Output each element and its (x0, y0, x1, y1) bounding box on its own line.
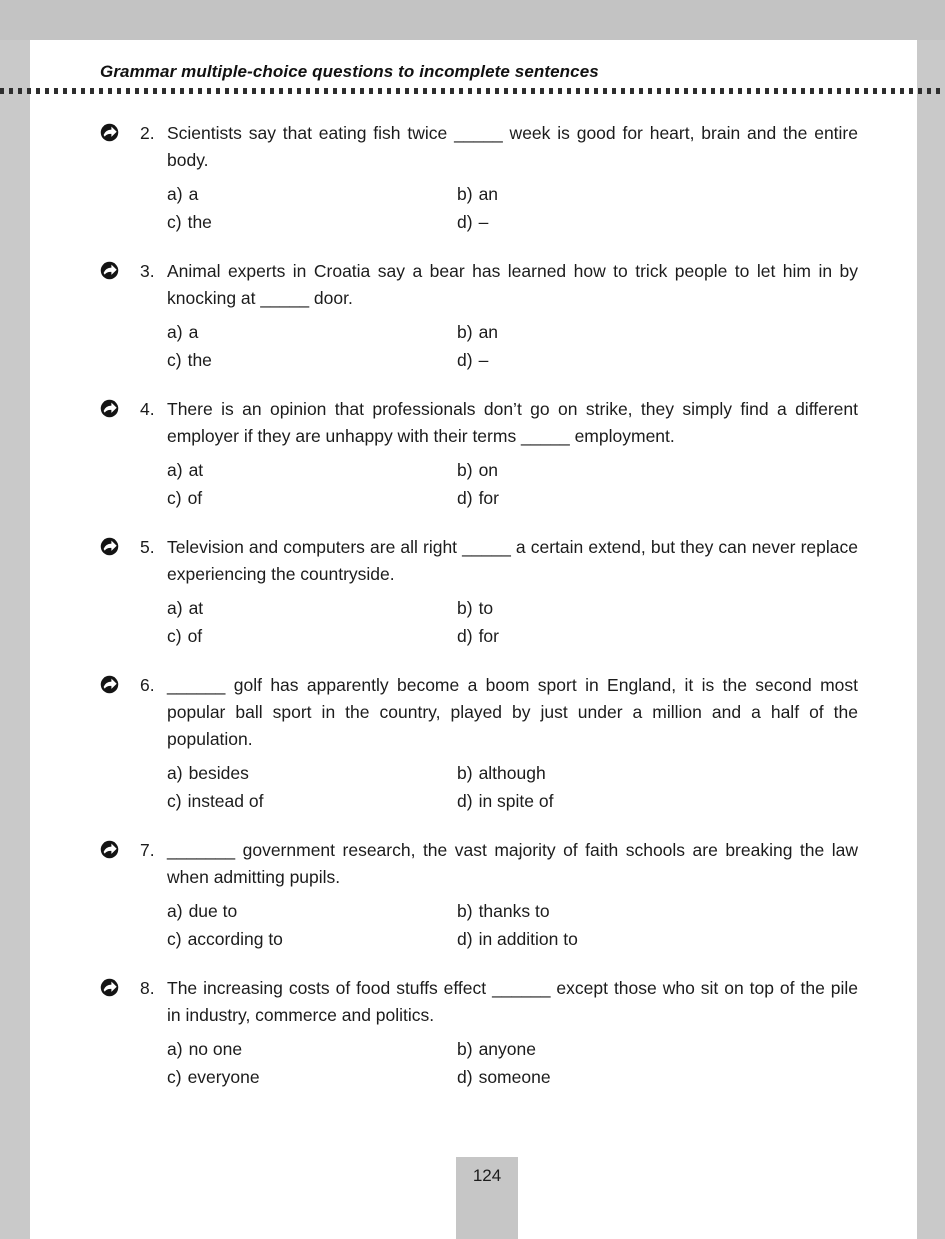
question-number: 6. (140, 675, 155, 695)
option-b (457, 318, 858, 346)
question-body (140, 120, 858, 236)
arrow-bullet-icon (100, 975, 140, 1091)
option-label: b) (457, 322, 473, 342)
option-text: anyone (478, 1039, 536, 1059)
option-label: b) (457, 763, 473, 783)
question-block (100, 837, 858, 953)
top-margin-bar (0, 0, 945, 40)
option-text: instead of (187, 791, 264, 811)
question-number: 7. (140, 840, 155, 860)
option-label: a) (167, 763, 183, 783)
dotted-divider (0, 88, 945, 94)
option-d (457, 346, 858, 374)
option-text: in spite of (478, 791, 554, 811)
option-d (457, 787, 858, 815)
question-options (167, 1035, 858, 1091)
question-options (167, 759, 858, 815)
option-label: a) (167, 184, 183, 204)
option-label: b) (457, 184, 473, 204)
option-a (167, 456, 457, 484)
question-block (100, 396, 858, 512)
option-b (457, 456, 858, 484)
option-a (167, 1035, 457, 1063)
option-label: c) (167, 791, 182, 811)
question-number: 8. (140, 978, 155, 998)
option-a (167, 594, 457, 622)
option-b (457, 180, 858, 208)
option-label: b) (457, 460, 473, 480)
option-text: due to (188, 901, 238, 921)
option-text: the (187, 350, 212, 370)
question-number: 3. (140, 261, 155, 281)
option-label: b) (457, 1039, 473, 1059)
option-label: d) (457, 212, 473, 232)
option-c (167, 787, 457, 815)
question-options (167, 897, 858, 953)
right-margin-bar (917, 40, 945, 1239)
option-text: thanks to (478, 901, 550, 921)
question-text: Television and computers are all right _____ a certain extend, but they can never replace experiencing the countryside. (167, 537, 858, 584)
question-number: 2. (140, 123, 155, 143)
left-margin-bar (0, 40, 30, 1239)
option-label: d) (457, 488, 473, 508)
option-label: a) (167, 1039, 183, 1059)
option-c (167, 1063, 457, 1091)
option-text: – (478, 212, 489, 232)
option-d (457, 925, 858, 953)
question-body (140, 837, 858, 953)
option-label: c) (167, 488, 182, 508)
question-options (167, 594, 858, 650)
option-b (457, 897, 858, 925)
option-c (167, 484, 457, 512)
page-number-box (456, 1157, 518, 1239)
option-c (167, 925, 457, 953)
option-label: d) (457, 350, 473, 370)
option-d (457, 1063, 858, 1091)
option-label: c) (167, 929, 182, 949)
option-label: c) (167, 1067, 182, 1087)
option-label: a) (167, 598, 183, 618)
question-body (140, 975, 858, 1091)
option-text: in addition to (478, 929, 578, 949)
option-b (457, 1035, 858, 1063)
option-c (167, 208, 457, 236)
question-options (167, 456, 858, 512)
option-c (167, 346, 457, 374)
option-a (167, 759, 457, 787)
option-text: for (478, 488, 499, 508)
option-text: of (187, 626, 203, 646)
question-body (140, 534, 858, 650)
arrow-bullet-icon (100, 258, 140, 374)
question-block (100, 120, 858, 236)
question-block (100, 975, 858, 1091)
option-c (167, 622, 457, 650)
option-label: d) (457, 1067, 473, 1087)
option-d (457, 484, 858, 512)
option-text: although (478, 763, 546, 783)
option-b (457, 594, 858, 622)
question-body (140, 258, 858, 374)
option-label: d) (457, 626, 473, 646)
option-text: the (187, 212, 212, 232)
question-number: 5. (140, 537, 155, 557)
question-body (140, 396, 858, 512)
option-text: everyone (187, 1067, 260, 1087)
option-text: – (478, 350, 489, 370)
question-block (100, 534, 858, 650)
arrow-bullet-icon (100, 396, 140, 512)
option-label: c) (167, 212, 182, 232)
question-block (100, 258, 858, 374)
option-text: no one (188, 1039, 243, 1059)
question-list (100, 120, 858, 1113)
question-options (167, 318, 858, 374)
option-text: besides (188, 763, 249, 783)
question-body (140, 672, 858, 815)
page-header-title: Grammar multiple-choice questions to incomplete sentences (100, 62, 599, 81)
option-text: to (478, 598, 494, 618)
option-text: an (478, 184, 499, 204)
option-label: a) (167, 901, 183, 921)
arrow-bullet-icon (100, 120, 140, 236)
option-text: someone (478, 1067, 551, 1087)
page-number: 124 (472, 1166, 502, 1185)
option-label: c) (167, 626, 182, 646)
option-label: d) (457, 791, 473, 811)
option-label: d) (457, 929, 473, 949)
question-text: Animal experts in Croatia say a bear has learned how to trick people to let him in by knocking at _____ door. (167, 261, 858, 308)
question-text: The increasing costs of food stuffs effect ______ except those who sit on top of the pile in industry, commerce and politics. (167, 978, 858, 1025)
option-text: of (187, 488, 203, 508)
option-a (167, 180, 457, 208)
option-text: at (188, 460, 204, 480)
option-label: c) (167, 350, 182, 370)
option-label: b) (457, 598, 473, 618)
option-text: an (478, 322, 499, 342)
question-text: ______ golf has apparently become a boom sport in England, it is the second most popular ball sport in the country, played by just under a million and a half of the population. (167, 675, 858, 749)
arrow-bullet-icon (100, 534, 140, 650)
option-text: on (478, 460, 499, 480)
option-d (457, 208, 858, 236)
question-text: _______ government research, the vast majority of faith schools are breaking the law when admitting pupils. (167, 840, 858, 887)
question-number: 4. (140, 399, 155, 419)
option-a (167, 318, 457, 346)
option-label: a) (167, 322, 183, 342)
option-label: a) (167, 460, 183, 480)
option-b (457, 759, 858, 787)
option-text: according to (187, 929, 283, 949)
question-block (100, 672, 858, 815)
arrow-bullet-icon (100, 837, 140, 953)
option-label: b) (457, 901, 473, 921)
option-d (457, 622, 858, 650)
question-text: There is an opinion that professionals don’t go on strike, they simply find a different employer if they are unhappy with their terms _____ employment. (167, 399, 858, 446)
arrow-bullet-icon (100, 672, 140, 815)
option-text: at (188, 598, 204, 618)
option-text: a (188, 184, 199, 204)
question-text: Scientists say that eating fish twice _____ week is good for heart, brain and the entire body. (167, 123, 858, 170)
option-a (167, 897, 457, 925)
question-options (167, 180, 858, 236)
option-text: a (188, 322, 199, 342)
option-text: for (478, 626, 499, 646)
